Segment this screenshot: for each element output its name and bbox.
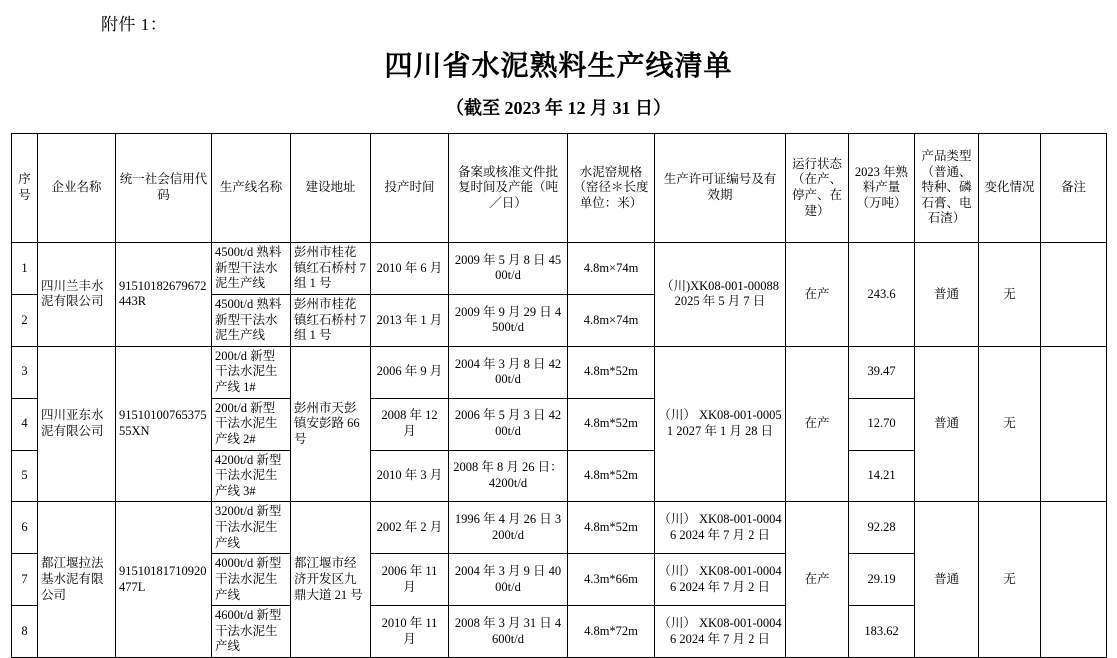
page-title: 四川省水泥熟料生产线清单 [384,51,733,82]
cell-output: 39.47 [849,346,915,398]
header-enterprise: 企业名称 [38,134,116,243]
cell-enterprise: 四川兰丰水泥有限公司 [38,243,116,347]
cell-record: 2008 年 3 月 31 日 4600t/d [449,606,568,658]
cell-address: 彭州市桂花镇红石桥村 7 组 1 号 [291,294,371,346]
cell-seq: 8 [12,606,38,658]
cell-output: 14.21 [849,450,915,502]
cell-kiln-spec: 4.8m×74m [568,243,655,295]
cell-seq: 2 [12,294,38,346]
cell-line-name: 200t/d 新型干法水泥生产线 1# [212,346,291,398]
header-license: 生产许可证编号及有效期 [655,134,786,243]
cell-kiln-spec: 4.8m×74m [568,294,655,346]
cell-enterprise: 四川亚东水泥有限公司 [38,346,116,502]
cell-output: 92.28 [849,502,915,554]
cell-address: 都江堰市经济开发区九鼎大道 21 号 [291,502,371,658]
cell-credit-code: 91510181710920477L [116,502,212,658]
cell-start-date: 2010 年 6 月 [371,243,449,295]
header-status: 运行状态（在产、停产、在建） [786,134,849,243]
cell-address: 彭州市天彭镇安彭路 66 号 [291,346,371,502]
cell-seq: 7 [12,554,38,606]
header-output: 2023 年熟料产量（万吨） [849,134,915,243]
cell-license: （川） XK08-001-00046 2024 年 7 月 2 日 [655,554,786,606]
table-row [12,346,1107,398]
cell-start-date: 2013 年 1 月 [371,294,449,346]
cell-line-name: 4500t/d 熟料新型干法水泥生产线 [212,243,291,295]
cell-credit-code: 9151010076537555XN [116,346,212,502]
cell-seq: 3 [12,346,38,398]
header-seq: 序号 [12,134,38,243]
cell-status: 在产 [786,243,849,347]
cell-remark [1041,502,1107,658]
header-record: 备案或核准文件批复时间及产能（吨／日） [449,134,568,243]
cell-status: 在产 [786,502,849,658]
cell-record: 2006 年 5 月 3 日 4200t/d [449,398,568,450]
cell-line-name: 3200t/d 新型干法水泥生产线 [212,502,291,554]
cell-record: 2008 年 8 月 26 日： 4200t/d [449,450,568,502]
page-subtitle: （截至 2023 年 12 月 31 日） [446,98,671,118]
cell-kiln-spec: 4.8m*72m [568,606,655,658]
header-remark: 备注 [1041,134,1107,243]
header-change: 变化情况 [979,134,1041,243]
cell-remark [1041,346,1107,502]
cell-output: 243.6 [849,243,915,347]
header-credit-code: 统一社会信用代码 [116,134,212,243]
cell-output: 12.70 [849,398,915,450]
cell-change: 无 [979,243,1041,347]
cell-line-name: 4000t/d 新型干法水泥生产线 [212,554,291,606]
cement-clinker-line-table [11,133,1107,658]
header-line-name: 生产线名称 [212,134,291,243]
header-kiln-spec: 水泥窑规格（窑径＊长度单位：米） [568,134,655,243]
table-row [12,502,1107,554]
cell-kiln-spec: 4.8m*52m [568,502,655,554]
cell-change: 无 [979,502,1041,658]
cell-start-date: 2010 年 11 月 [371,606,449,658]
table-row [12,243,1107,295]
cell-line-name: 4600t/d 新型干法水泥生产线 [212,606,291,658]
cell-change: 无 [979,346,1041,502]
cell-license: （川)XK08-001-00088 2025 年 5 月 7 日 [655,243,786,347]
cell-output: 29.19 [849,554,915,606]
cell-output: 183.62 [849,606,915,658]
cell-license: （川） XK08-001-00051 2027 年 1 月 28 日 [655,346,786,502]
cell-start-date: 2006 年 9 月 [371,346,449,398]
cell-address: 彭州市桂花镇红石桥村 7 组 1 号 [291,243,371,295]
cell-credit-code: 91510182679672443R [116,243,212,347]
cell-kiln-spec: 4.8m*52m [568,346,655,398]
cell-product-type: 普通 [915,346,979,502]
cell-product-type: 普通 [915,243,979,347]
cell-kiln-spec: 4.3m*66m [568,554,655,606]
cell-record: 2009 年 9 月 29 日 4500t/d [449,294,568,346]
header-start-date: 投产时间 [371,134,449,243]
attachment-label: 附件 1： [101,15,168,34]
cell-seq: 4 [12,398,38,450]
cell-status: 在产 [786,346,849,502]
cell-kiln-spec: 4.8m*52m [568,450,655,502]
cell-kiln-spec: 4.8m*52m [568,398,655,450]
cell-license: （川） XK08-001-00046 2024 年 7 月 2 日 [655,502,786,554]
cell-record: 2004 年 3 月 8 日 4200t/d [449,346,568,398]
cell-record: 2004 年 3 月 9 日 4000t/d [449,554,568,606]
cell-seq: 6 [12,502,38,554]
cell-product-type: 普通 [915,502,979,658]
cell-line-name: 200t/d 新型干法水泥生产线 2# [212,398,291,450]
cell-line-name: 4500t/d 熟料新型干法水泥生产线 [212,294,291,346]
table-header-row [12,134,1107,243]
cell-license: （川） XK08-001-00046 2024 年 7 月 2 日 [655,606,786,658]
cell-seq: 5 [12,450,38,502]
cell-record: 2009 年 5 月 8 日 4500t/d [449,243,568,295]
cell-start-date: 2002 年 2 月 [371,502,449,554]
cell-enterprise: 都江堰拉法基水泥有限公司 [38,502,116,658]
header-product-type: 产品类型（普通、特种、磷石膏、电石渣） [915,134,979,243]
cell-start-date: 2006 年 11 月 [371,554,449,606]
cell-remark [1041,243,1107,347]
cell-seq: 1 [12,243,38,295]
cell-line-name: 4200t/d 新型干法水泥生产线 3# [212,450,291,502]
header-address: 建设地址 [291,134,371,243]
cell-record: 1996 年 4 月 26 日 3200t/d [449,502,568,554]
cell-start-date: 2010 年 3 月 [371,450,449,502]
cell-start-date: 2008 年 12 月 [371,398,449,450]
